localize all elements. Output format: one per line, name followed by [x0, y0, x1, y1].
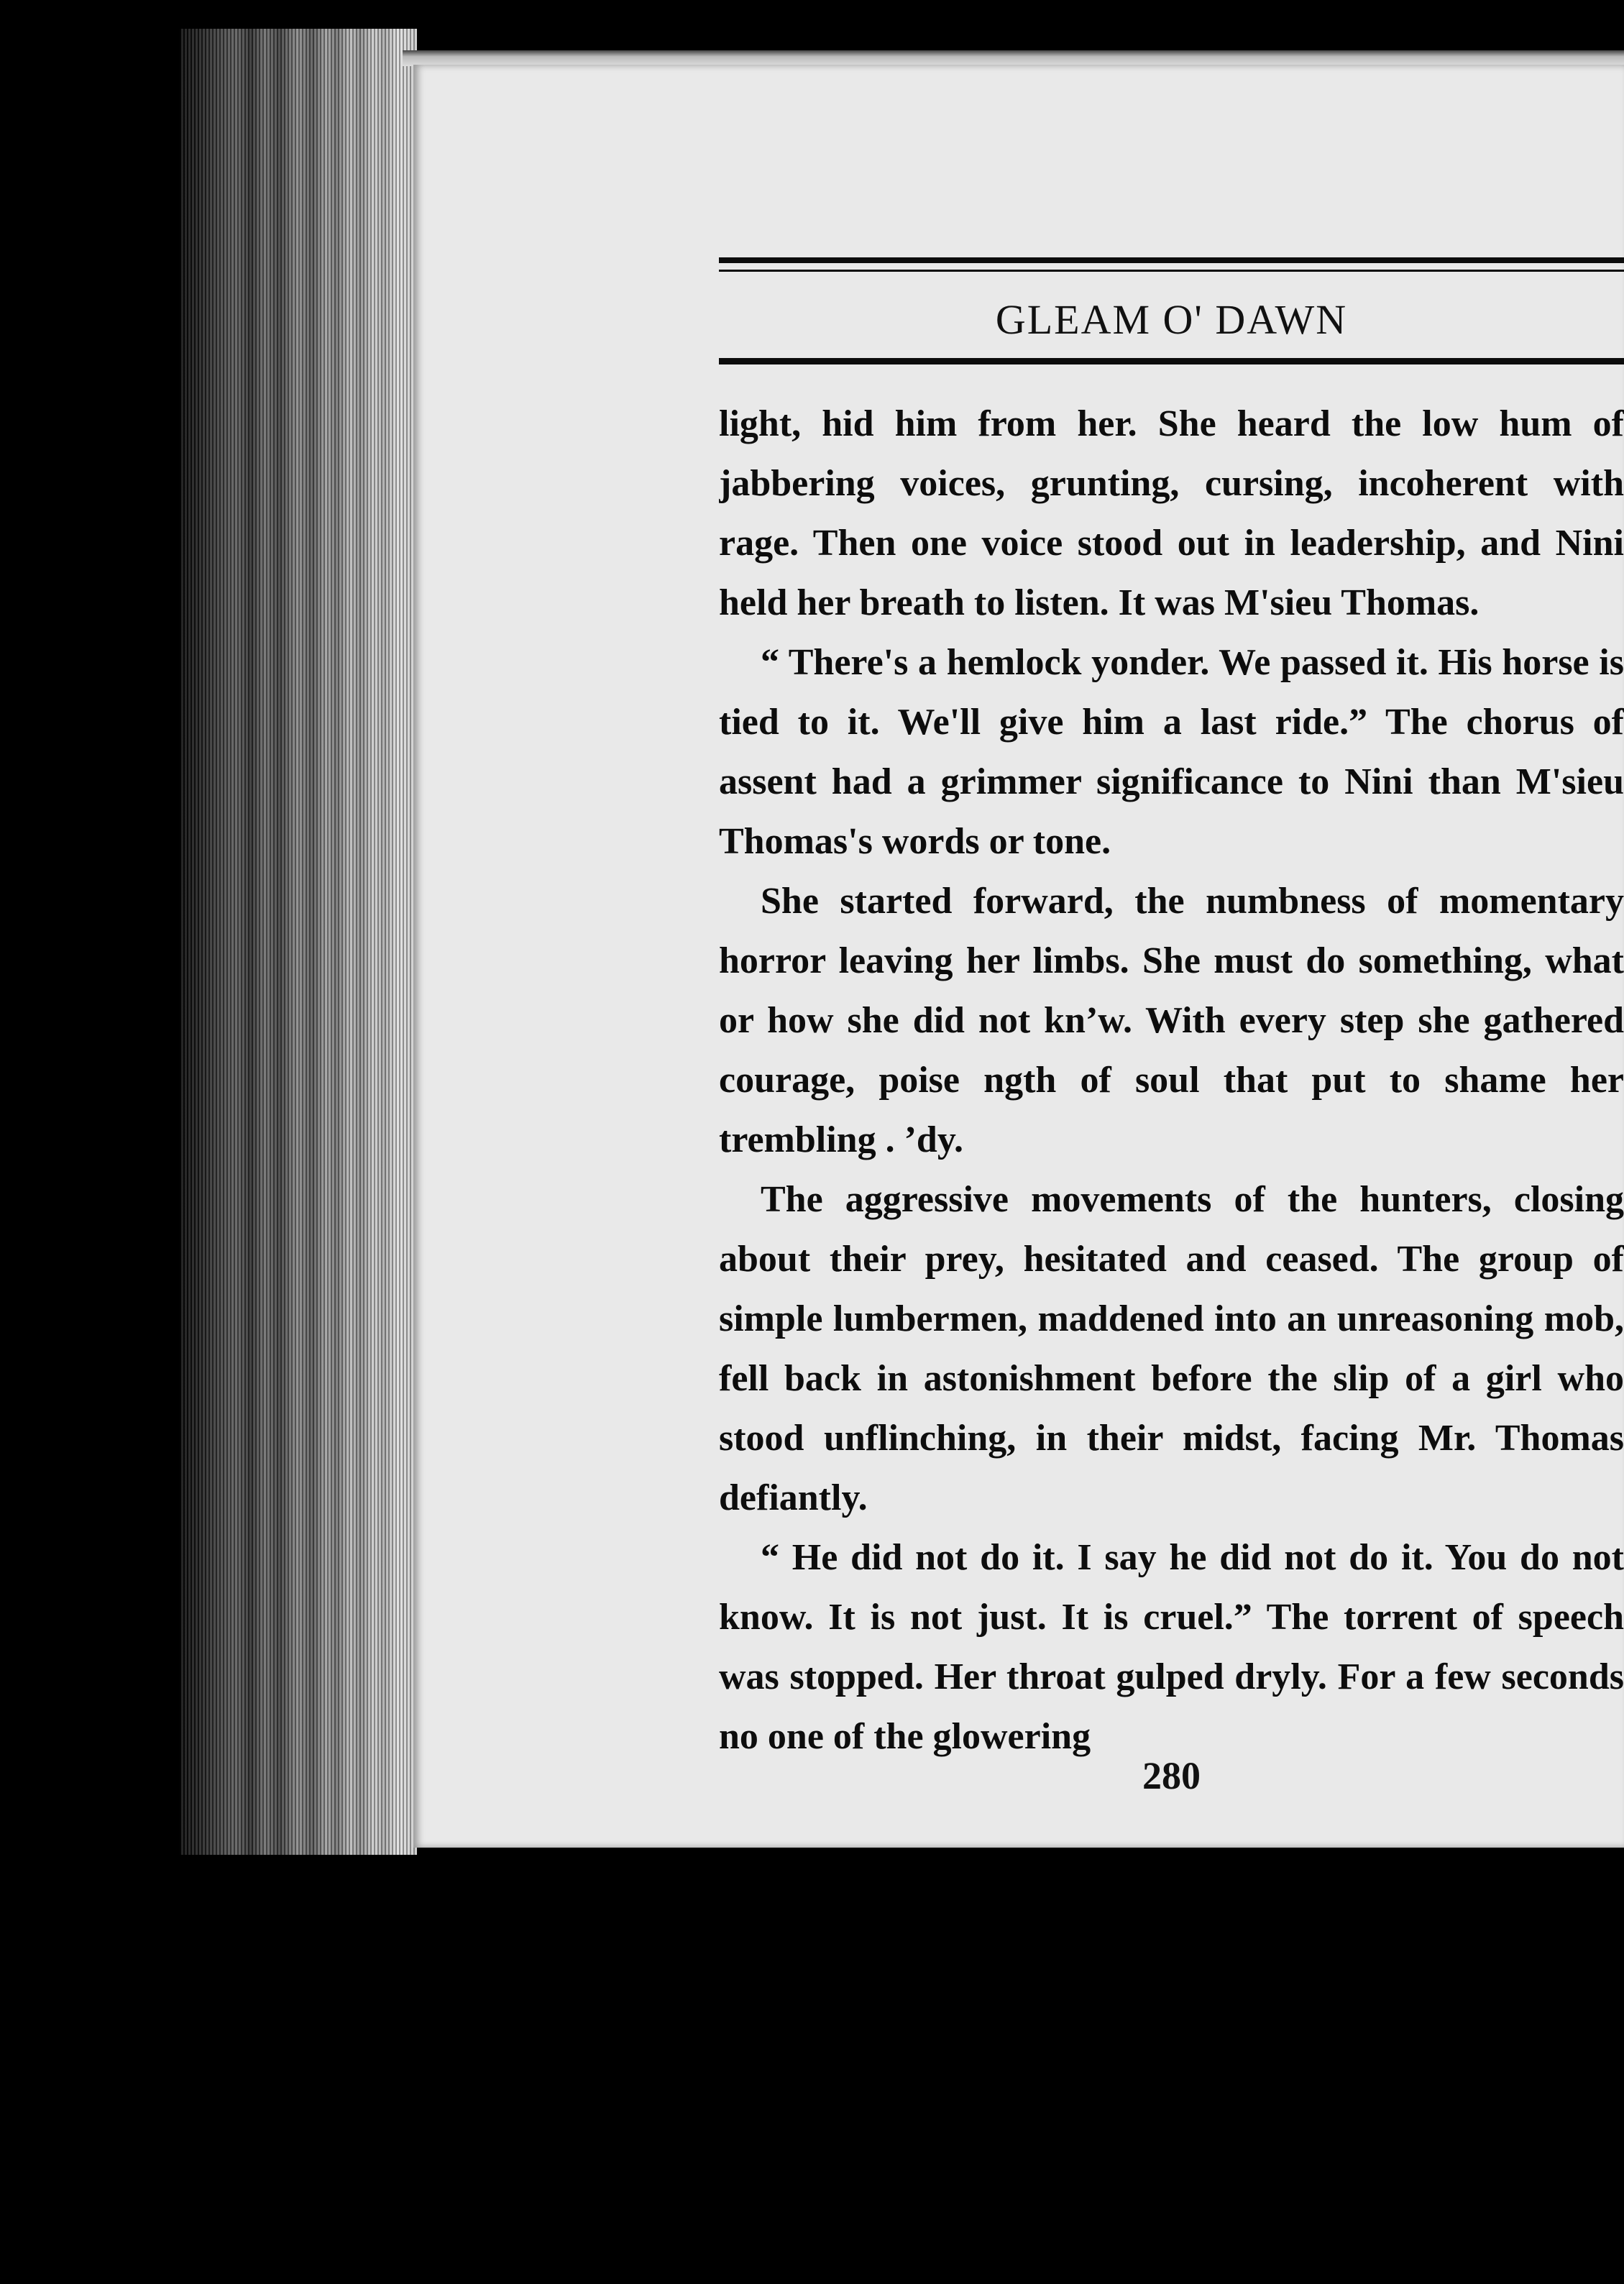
paragraph-1: light, hid him from her. She heard the low hum of jabbering voices, grunting, cursing, incoherent with rage. Then one voice stood out in leadership, and Nini held her breath to listen. It was M'sieu Thomas. — [719, 403, 1624, 623]
scan-background — [0, 1855, 1624, 2284]
header-rule-bottom — [719, 358, 1624, 364]
body-text — [719, 394, 1624, 1760]
paragraph-2: “ There's a hemlock yonder. We passed it. His horse is tied to it. We'll give him a last ride.” The chorus of assent had a grimmer significance to Nini than M'sieu Thomas's words or tone. — [719, 642, 1624, 862]
paragraph-5: “ He did not do it. I say he did not do it. You do not know. It is not just. It is cruel.” The torrent of speech was stopped. Her throat gulped dryly. For a few seconds no one of the glowering — [719, 1537, 1624, 1757]
paragraph-4: The aggressive movements of the hunters, closing about their prey, hesitated and ceased. The group of simple lumbermen, maddened into an unreasoning mob, fell back in astonishment before the slip of a girl who stood unflinching, in their midst, facing Mr. Thomas defiantly. — [719, 1179, 1624, 1518]
running-head: GLEAM O' DAWN — [995, 296, 1348, 343]
page-top-edge — [403, 50, 1624, 66]
paragraph-3: She started forward, the numbness of momentary horror leaving her limbs. She must do something, what or how she did not kn’w. With every step she gathered courage, poise ngth of soul that put to shame her trembling . ’dy. — [719, 881, 1624, 1160]
header-rule-top-thin — [719, 270, 1624, 272]
book-page-edges — [180, 29, 417, 1855]
header-rule-top — [719, 257, 1624, 263]
page-number: 280 — [1142, 1754, 1201, 1797]
